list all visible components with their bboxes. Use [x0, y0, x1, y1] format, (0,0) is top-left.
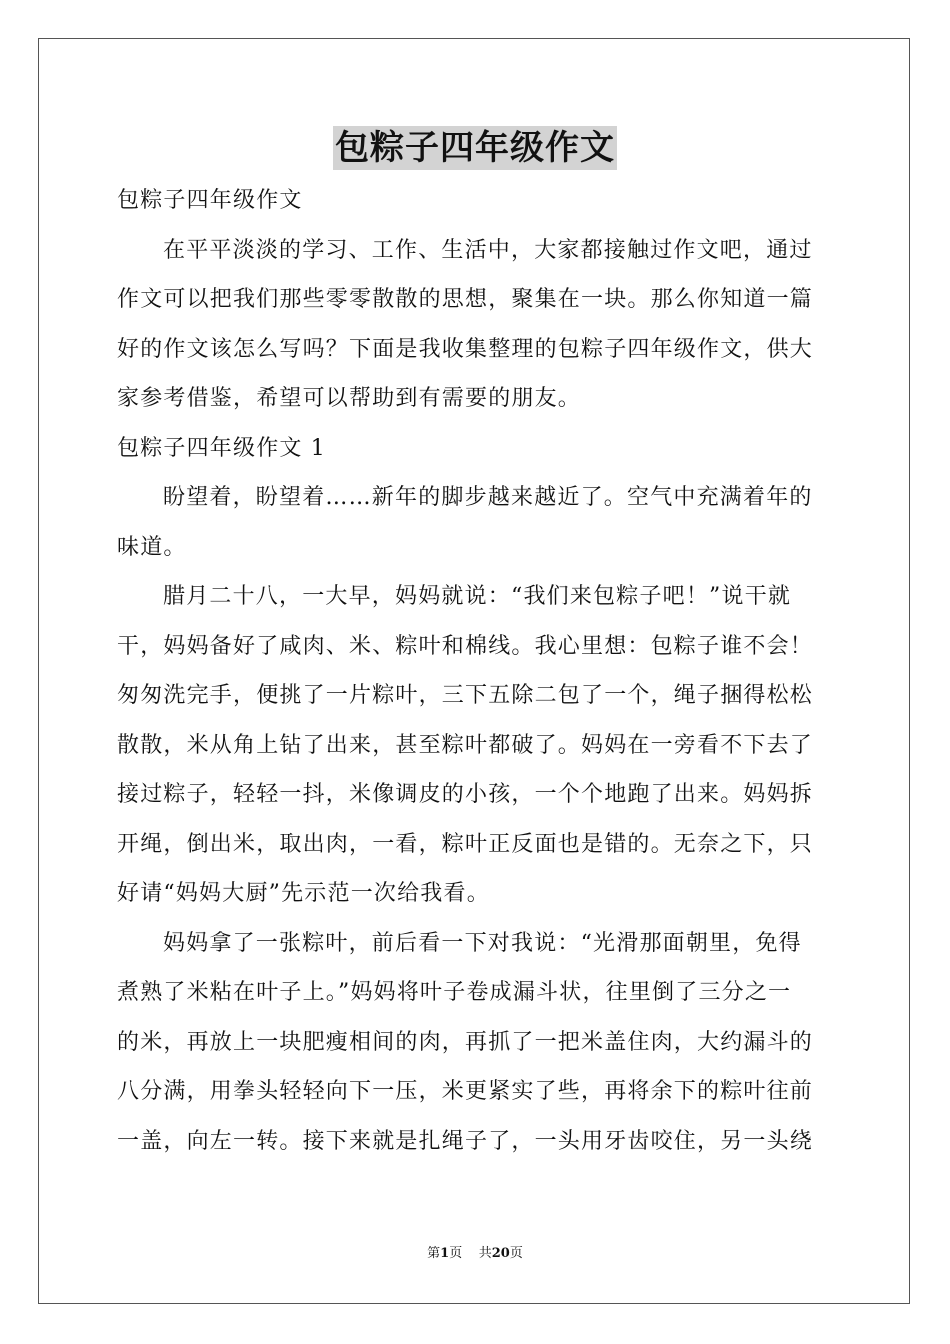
- text-line: 盼望着，盼望着……新年的脚步越来越近了。空气中充满着年的: [163, 485, 813, 510]
- text-line: 一盖，向左一转。接下来就是扎绳子了，一头用牙齿咬住，另一头绕: [117, 1128, 814, 1154]
- total-suffix: 页: [509, 1246, 523, 1261]
- total-prefix: 共: [478, 1246, 492, 1261]
- title-wrap: [0, 126, 950, 170]
- text-line: 好请“妈妈大厨”先示范一次给我看。: [117, 881, 490, 906]
- text-line: 匆匆洗完手，便挑了一片粽叶，三下五除二包了一个，绳子捆得松松: [117, 683, 814, 708]
- text-line: 家参考借鉴，希望可以帮助到有需要的朋友。: [117, 386, 582, 411]
- text-line: 包粽子四年级作文 1: [117, 435, 326, 461]
- document-title: 包粽子四年级作文: [335, 128, 615, 168]
- text-line: 开绳，倒出米，取出肉，一看，粽叶正反面也是错的。无奈之下，只: [117, 831, 814, 857]
- text-line: 煮熟了米粘在叶子上。”妈妈将叶子卷成漏斗状，往里倒了三分之一: [117, 980, 792, 1005]
- page-footer: [0, 1245, 950, 1263]
- text-line: 妈妈拿了一张粽叶，前后看一下对我说：“光滑那面朝里，免得: [163, 930, 802, 956]
- text-line: 包粽子四年级作文: [117, 188, 303, 213]
- text-line: 作文可以把我们那些零零散散的思想，聚集在一块。那么你知道一篇: [117, 287, 814, 312]
- text-line: 味道。: [117, 534, 187, 560]
- text-line: 干，妈妈备好了咸肉、米、粽叶和棉线。我心里想：包粽子谁不会！: [117, 633, 814, 659]
- text-line: 接过粽子，轻轻一抖，米像调皮的小孩，一个个地跑了出来。妈妈拆: [117, 782, 814, 807]
- page-current: 1: [440, 1246, 450, 1261]
- page-total: 20: [491, 1246, 510, 1261]
- text-line: 腊月二十八，一大早，妈妈就说：“我们来包粽子吧！”说干就: [163, 584, 792, 609]
- page-prefix: 第: [427, 1246, 441, 1261]
- text-line: 八分满，用拳头轻轻向下一压，米更紧实了些，再将余下的粽叶往前: [117, 1079, 814, 1104]
- page-suffix: 页: [449, 1246, 463, 1261]
- document-body: [117, 176, 837, 1166]
- text-line: 好的作文该怎么写吗？下面是我收集整理的包粽子四年级作文，供大: [117, 336, 814, 362]
- text-line: 的米，再放上一块肥瘦相间的肉，再抓了一把米盖住肉，大约漏斗的: [117, 1029, 814, 1055]
- text-line: 在平平淡淡的学习、工作、生活中，大家都接触过作文吧，通过: [163, 237, 813, 263]
- text-line: 散散，米从角上钻了出来，甚至粽叶都破了。妈妈在一旁看不下去了: [117, 732, 814, 758]
